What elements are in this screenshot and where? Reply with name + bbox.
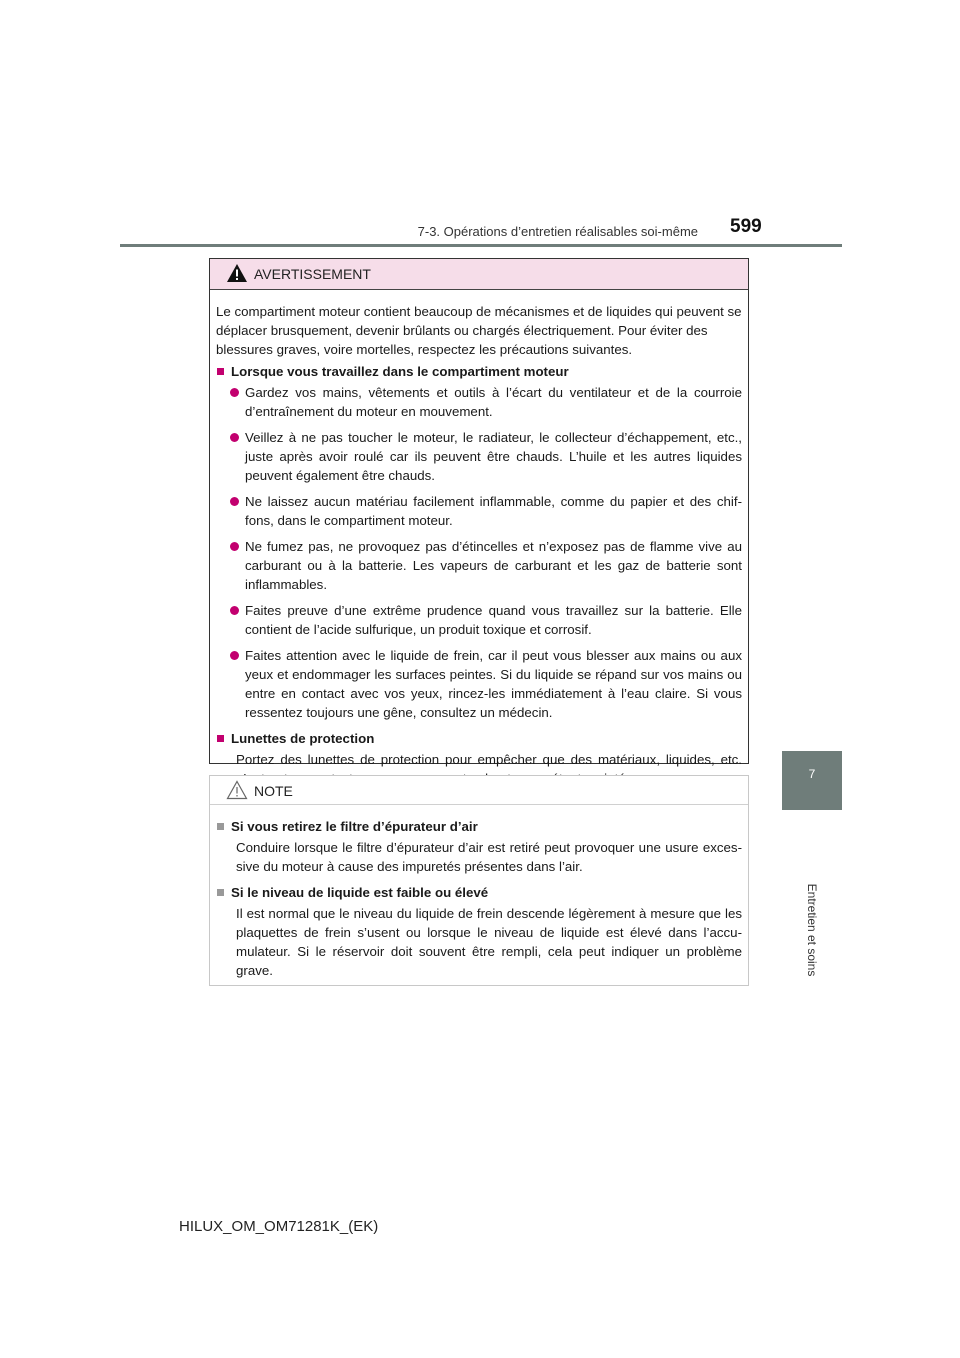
- warning-header: [210, 259, 748, 290]
- header-divider: [120, 244, 842, 247]
- warning-triangle-icon: [226, 263, 248, 283]
- caution-triangle-outline-icon: [226, 780, 248, 800]
- section-text: Portez des lunettes de protection pour empêcher que des matériaux, liquides, etc.: [236, 752, 742, 767]
- chapter-number: 7: [808, 767, 816, 781]
- section-title: Lorsque vous travaillez dans le compartiment moteur: [231, 364, 569, 379]
- list-item: [230, 492, 742, 530]
- chapter-title: Entretien et soins: [805, 883, 819, 977]
- circle-bullet-icon: [230, 542, 239, 551]
- warning-bullet-list: [230, 383, 742, 722]
- square-bullet-icon: [217, 735, 224, 742]
- list-item: [230, 646, 742, 722]
- bullet-text: Veillez à ne pas toucher le moteur, le radiateur, le collecteur d’échappement, etc., juste après avoir roulé car ils peuvent être chauds. L’huile et les autres liquides peuvent également être chauds.: [245, 430, 742, 483]
- circle-bullet-icon: [230, 497, 239, 506]
- section-title: Si le niveau de liquide est faible ou élevé: [231, 885, 489, 900]
- bullet-text: Faites preuve d’une extrême prudence quand vous travaillez sur la batterie. Elle contient de l’acide sulfurique, un produit toxique et corrosif.: [245, 603, 742, 637]
- circle-bullet-icon: [230, 651, 239, 660]
- bullet-text: Faites attention avec le liquide de frein, car il peut vous blesser aux mains ou aux yeux et endommager les surfaces peintes. Si du liquide se répand sur vos mains ou entre en contact avec vos yeux, rincez-les immédiatement à l’eau claire. Si vous ressentez toujours une gêne, consultez un médecin.: [245, 648, 742, 720]
- bullet-text: Ne fumez pas, ne provoquez pas d’étincelles et n’exposez pas de flamme vive au carburant ou à la batterie. Les vapeurs de carburant et les gaz de batterie sont inflammables.: [245, 539, 742, 592]
- note-section-heading: [216, 817, 742, 836]
- warning-section-heading: [216, 729, 742, 748]
- section-title: 7-3. Opérations d’entretien réalisables soi-même: [417, 224, 698, 239]
- page-number: 599: [730, 216, 762, 237]
- note-label: NOTE: [254, 783, 293, 799]
- document-code: HILUX_OM_OM71281K_(EK): [179, 1218, 379, 1235]
- square-bullet-icon: [217, 823, 224, 830]
- circle-bullet-icon: [230, 433, 239, 442]
- section-title: Si vous retirez le filtre d’épurateur d’air: [231, 819, 478, 834]
- list-item: [230, 537, 742, 594]
- bullet-text: Ne laissez aucun matériau facilement inflammable, comme du papier et des chiffons, dans le compartiment moteur.: [245, 494, 742, 528]
- warning-box: [209, 258, 749, 767]
- list-item: [230, 428, 742, 485]
- square-bullet-icon: [217, 889, 224, 896]
- circle-bullet-icon: [230, 388, 239, 397]
- note-section-heading: [216, 883, 742, 902]
- section-text: Conduire lorsque le filtre d’épurateur d’air est retiré peut provoquer une usure excessive du moteur à cause des impuretés présentes dans l’air.: [236, 840, 742, 874]
- note-header: [210, 776, 748, 805]
- warning-intro: Le compartiment moteur contient beaucoup de mécanismes et de liquides qui peuvent se déplacer brusquement, devenir brûlants ou chargés électriquement. Pour éviter des blessures graves, voire mortelles, respectez les précautions suivantes.: [216, 304, 742, 357]
- section-title: Lunettes de protection: [231, 731, 375, 746]
- note-box: [209, 775, 749, 986]
- warning-label: AVERTISSEMENT: [254, 266, 371, 282]
- chapter-tab: [782, 751, 842, 810]
- list-item: [230, 383, 742, 421]
- warning-section-heading: [216, 362, 742, 381]
- square-bullet-icon: [217, 368, 224, 375]
- list-item: [230, 601, 742, 639]
- circle-bullet-icon: [230, 606, 239, 615]
- bullet-text: Gardez vos mains, vêtements et outils à l’écart du ventilateur et de la courroie d’entraînement du moteur en mouvement.: [245, 385, 742, 419]
- section-text: Il est normal que le niveau du liquide de frein descende légèrement à mesure que les plaquettes de frein s’usent ou lorsque le niveau de liquide est élevé dans l’accumulateur. Si le réservoir doit souvent être rempli, cela peut indiquer un problème grave.: [236, 906, 742, 978]
